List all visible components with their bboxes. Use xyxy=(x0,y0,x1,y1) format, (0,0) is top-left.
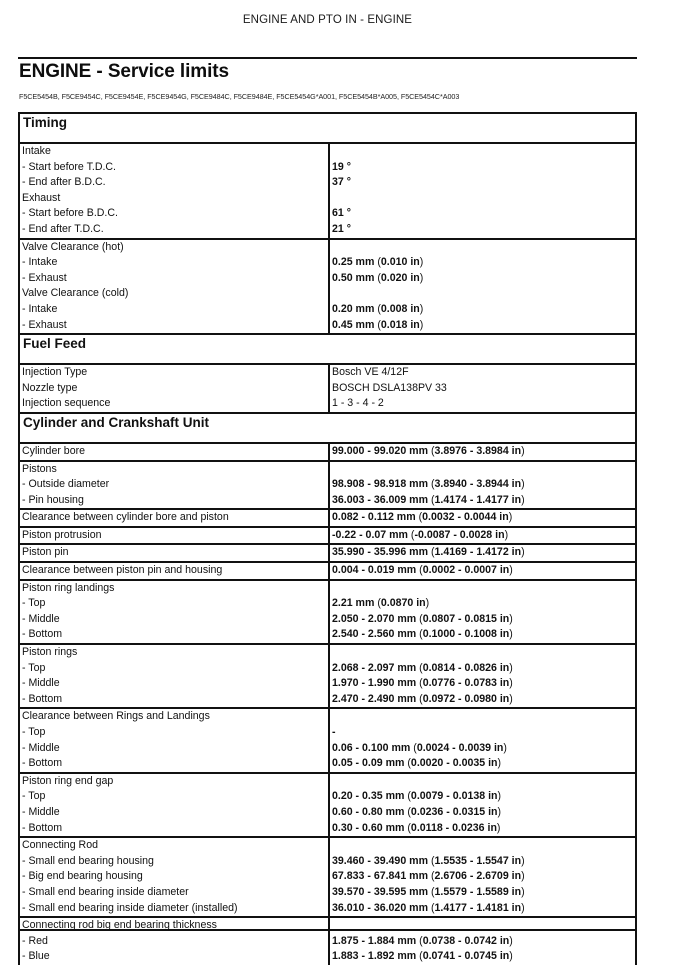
parameter-label: Cylinder bore xyxy=(22,444,86,457)
paren-open: ( xyxy=(419,564,423,577)
value-cell xyxy=(330,365,635,412)
parameter-value xyxy=(332,365,635,381)
value-cell xyxy=(330,510,635,526)
value-metric: 0.05 - 0.09 mm xyxy=(332,757,405,770)
value-imperial: 1.5535 - 1.5547 in xyxy=(434,854,522,867)
value-metric: 2.050 - 2.070 mm xyxy=(332,612,417,625)
paren-open: ( xyxy=(419,934,423,947)
paren-open: ( xyxy=(430,546,435,559)
value-imperial: 1.5579 - 1.5589 in xyxy=(434,885,522,898)
parameter-label: - Small end bearing inside diameter (installed) xyxy=(22,901,238,914)
value-imperial: 0.018 in xyxy=(380,318,420,331)
table-row xyxy=(20,918,635,965)
parameter-label: - Outside diameter xyxy=(22,478,110,491)
value-metric: 36.003 - 36.009 mm xyxy=(332,493,429,506)
parameter-label: - Start before B.D.C. xyxy=(22,207,118,220)
paren-open: ( xyxy=(377,256,381,269)
paren-open: ( xyxy=(413,741,417,754)
page-title: ENGINE - Service limits xyxy=(19,61,229,82)
paren-open: ( xyxy=(419,661,423,674)
paren-close: ) xyxy=(521,444,525,457)
value-metric: 0.082 - 0.112 mm xyxy=(332,511,416,524)
value-imperial: 0.020 in xyxy=(380,271,420,284)
value-cell xyxy=(330,444,635,460)
value-metric: 1 - 3 - 4 - 2 xyxy=(332,397,384,410)
value-metric: BOSCH DSLA138PV 33 xyxy=(332,381,447,394)
value-metric: 0.004 - 0.019 mm xyxy=(332,564,417,577)
parameter-label: Nozzle type xyxy=(22,381,78,394)
paren-open: ( xyxy=(377,318,381,331)
value-metric: 99.000 - 99.020 mm xyxy=(332,444,429,457)
table-row xyxy=(20,528,635,546)
parameter-label: - Bottom xyxy=(22,692,63,705)
parameter-label: - Intake xyxy=(22,256,58,269)
parameter-value xyxy=(332,222,635,238)
paren-close: ) xyxy=(419,256,424,269)
value-cell xyxy=(330,709,635,771)
paren-open: ( xyxy=(407,790,411,803)
value-imperial: 1.4169 - 1.4172 in xyxy=(434,546,522,559)
section-heading: Timing xyxy=(20,114,635,144)
parameter-value xyxy=(332,934,635,950)
top-rule xyxy=(18,57,637,59)
parameter-label: Clearance between cylinder bore and piston xyxy=(22,511,229,524)
paren-open: ( xyxy=(430,885,435,898)
paren-open: ( xyxy=(407,821,411,834)
parameter-value xyxy=(332,240,635,256)
parameter-value xyxy=(332,381,635,397)
parameter-value xyxy=(332,493,635,509)
paren-close: ) xyxy=(521,854,525,867)
value-metric: 36.010 - 36.020 mm xyxy=(332,901,429,914)
parameter-cell xyxy=(20,144,330,238)
parameter-label: - Top xyxy=(22,790,46,803)
parameter-value xyxy=(332,444,635,460)
paren-close: ) xyxy=(497,805,502,818)
value-metric: 1.875 - 1.884 mm xyxy=(332,934,417,947)
paren-close: ) xyxy=(508,511,513,524)
paren-open: ( xyxy=(430,901,435,914)
value-metric: 1.883 - 1.892 mm xyxy=(332,950,417,963)
paren-open: ( xyxy=(430,444,435,457)
value-imperial: 0.010 in xyxy=(380,256,420,269)
table-row xyxy=(20,545,635,563)
parameter-label: Clearance between piston pin and housing xyxy=(22,564,223,577)
parameter-label: - Middle xyxy=(22,741,60,754)
paren-open: ( xyxy=(410,528,415,541)
value-imperial: 0.008 in xyxy=(380,302,420,315)
value-metric: 0.20 - 0.35 mm xyxy=(332,790,405,803)
parameter-label: Injection Type xyxy=(22,366,88,379)
parameter-label: Piston rings xyxy=(22,646,78,659)
parameter-value xyxy=(332,821,635,837)
value-imperial: 0.1000 - 0.1008 in xyxy=(422,628,510,641)
parameter-label: - Middle xyxy=(22,612,60,625)
paren-close: ) xyxy=(509,564,513,577)
parameter-label: Connecting Rod xyxy=(22,839,98,852)
parameter-value xyxy=(332,175,635,191)
parameter-label: - End after B.D.C. xyxy=(22,176,106,189)
paren-open: ( xyxy=(407,805,411,818)
paren-close: ) xyxy=(509,677,513,690)
paren-open: ( xyxy=(430,478,435,491)
parameter-label: Intake xyxy=(22,145,51,157)
value-metric: 0.45 mm xyxy=(332,318,375,331)
value-metric: 2.540 - 2.560 mm xyxy=(332,628,417,641)
parameter-cell xyxy=(20,240,330,334)
paren-close: ) xyxy=(509,950,513,963)
value-imperial: 0.0807 - 0.0815 in xyxy=(422,612,510,625)
paren-close: ) xyxy=(521,478,525,491)
section-heading: Cylinder and Crankshaft Unit xyxy=(20,414,635,444)
parameter-value xyxy=(332,477,635,493)
parameter-value xyxy=(332,885,635,901)
parameter-value xyxy=(332,191,635,207)
paren-close: ) xyxy=(521,493,525,506)
parameter-label: - Top xyxy=(22,661,46,674)
parameter-value xyxy=(332,563,635,579)
parameter-value xyxy=(332,318,635,334)
parameter-value xyxy=(332,206,635,222)
parameter-value xyxy=(332,949,635,965)
parameter-label: - Top xyxy=(22,726,46,738)
value-metric: 0.20 mm xyxy=(332,302,375,315)
value-cell xyxy=(330,918,635,965)
value-imperial: 3.8940 - 3.8944 in xyxy=(434,478,522,491)
parameter-label: Valve Clearance (cold) xyxy=(22,287,129,300)
parameter-value xyxy=(332,676,635,692)
value-imperial: 0.0738 - 0.0742 in xyxy=(422,934,510,947)
value-metric: 19 ° xyxy=(332,160,351,173)
value-imperial: 0.0776 - 0.0783 in xyxy=(422,677,510,690)
table-row xyxy=(20,510,635,528)
parameter-label: - Exhaust xyxy=(22,318,67,331)
value-imperial: -0.0087 - 0.0028 in xyxy=(414,528,505,541)
parameter-label: Pistons xyxy=(22,462,57,475)
value-cell xyxy=(330,563,635,579)
table-row xyxy=(20,709,635,773)
parameter-value xyxy=(332,774,635,790)
paren-open: ( xyxy=(419,950,423,963)
parameter-label: - Bottom xyxy=(22,757,63,770)
parameter-value xyxy=(332,789,635,805)
value-metric: 0.30 - 0.60 mm xyxy=(332,821,405,834)
value-cell xyxy=(330,462,635,509)
parameter-cell xyxy=(20,918,330,965)
paren-open: ( xyxy=(419,628,423,641)
paren-open: ( xyxy=(419,612,423,625)
value-imperial: 0.0870 in xyxy=(380,597,426,610)
paren-close: ) xyxy=(509,934,513,947)
parameter-value xyxy=(332,302,635,318)
value-imperial: 0.0972 - 0.0980 in xyxy=(422,692,510,705)
parameter-cell xyxy=(20,444,330,460)
parameter-value xyxy=(332,160,635,176)
parameter-label: Piston pin xyxy=(22,546,69,559)
parameter-value xyxy=(332,462,635,478)
paren-close: ) xyxy=(521,546,525,559)
parameter-cell xyxy=(20,838,330,916)
value-imperial: 1.4177 - 1.4181 in xyxy=(434,901,522,914)
parameter-cell xyxy=(20,365,330,412)
parameter-cell xyxy=(20,645,330,707)
paren-close: ) xyxy=(496,821,501,834)
parameter-label: - Intake xyxy=(22,302,58,315)
parameter-value xyxy=(332,255,635,271)
table-row xyxy=(20,563,635,581)
value-imperial: 0.0118 - 0.0236 in xyxy=(410,821,497,834)
parameter-label: - Red xyxy=(22,934,48,947)
parameter-cell xyxy=(20,462,330,509)
value-metric: 0.25 mm xyxy=(332,256,375,269)
parameter-label: Valve Clearance (hot) xyxy=(22,240,124,253)
parameter-label: - Small end bearing inside diameter xyxy=(22,885,189,898)
value-imperial: 0.0079 - 0.0138 in xyxy=(410,790,498,803)
value-imperial: 0.0032 - 0.0044 in xyxy=(422,511,509,524)
parameter-label: - Blue xyxy=(22,950,50,963)
value-metric: 35.990 - 35.996 mm xyxy=(332,546,429,559)
parameter-value xyxy=(332,756,635,772)
parameter-label: Clearance between Rings and Landings xyxy=(22,710,210,723)
section-heading: Fuel Feed xyxy=(20,335,635,365)
value-cell xyxy=(330,774,635,836)
paren-open: ( xyxy=(430,493,435,506)
paren-open: ( xyxy=(430,854,435,867)
parameter-cell xyxy=(20,545,330,561)
table-row xyxy=(20,645,635,709)
parameter-cell xyxy=(20,709,330,771)
table-row xyxy=(20,462,635,511)
value-metric: 0.60 - 0.80 mm xyxy=(332,805,405,818)
value-cell xyxy=(330,528,635,544)
parameter-value xyxy=(332,838,635,854)
paren-close: ) xyxy=(509,628,513,641)
parameter-value xyxy=(332,144,635,160)
paren-open: ( xyxy=(430,870,435,883)
parameter-cell xyxy=(20,510,330,526)
paren-close: ) xyxy=(509,661,513,674)
parameter-label: - Exhaust xyxy=(22,271,67,284)
parameter-value xyxy=(332,596,635,612)
parameter-value xyxy=(332,545,635,561)
parameter-label: - Middle xyxy=(22,805,60,818)
value-imperial: 2.6706 - 2.6709 in xyxy=(434,870,522,883)
value-metric: Bosch VE 4/12F xyxy=(332,366,409,379)
value-metric: 2.470 - 2.490 mm xyxy=(332,692,417,705)
parameter-label: - Small end bearing housing xyxy=(22,854,154,867)
model-list: F5CE5454B, F5CE9454C, F5CE9454E, F5CE9454G, F5CE9484C, F5CE9484E, F5CE5454G*A001, F5CE5454B*A005, F5CE5454C*A003 xyxy=(19,92,460,101)
parameter-value xyxy=(332,869,635,885)
table-row xyxy=(20,365,635,414)
parameter-label: Injection sequence xyxy=(22,397,111,410)
table-row xyxy=(20,581,635,645)
parameter-value xyxy=(332,528,635,544)
parameter-value xyxy=(332,510,635,526)
value-imperial: 1.4174 - 1.4177 in xyxy=(434,493,522,506)
paren-close: ) xyxy=(497,757,502,770)
parameter-cell xyxy=(20,774,330,836)
parameter-label: - Pin housing xyxy=(22,493,84,506)
paren-open: ( xyxy=(419,677,423,690)
parameter-value xyxy=(332,627,635,643)
parameter-label: - Bottom xyxy=(22,628,63,641)
parameter-value xyxy=(332,725,635,741)
parameter-label: - End after T.D.C. xyxy=(22,222,104,235)
parameter-label: - Start before T.D.C. xyxy=(22,160,117,173)
parameter-value xyxy=(332,645,635,661)
paren-open: ( xyxy=(377,302,381,315)
parameter-label: Piston ring landings xyxy=(22,581,115,594)
paren-close: ) xyxy=(504,528,509,541)
paren-open: ( xyxy=(377,597,381,610)
table-row xyxy=(20,144,635,240)
table-row xyxy=(20,774,635,838)
value-metric: 2.068 - 2.097 mm xyxy=(332,661,417,674)
value-metric: 61 ° xyxy=(332,207,351,220)
paren-open: ( xyxy=(407,757,411,770)
value-metric: 0.06 - 0.100 mm xyxy=(332,741,411,754)
parameter-value xyxy=(332,901,635,917)
paren-close: ) xyxy=(509,692,513,705)
parameter-value xyxy=(332,581,635,597)
value-metric: 2.21 mm xyxy=(332,597,375,610)
parameter-label: - Bottom xyxy=(22,821,63,834)
service-limits-table xyxy=(18,112,637,965)
bottom-rule xyxy=(18,929,637,931)
value-metric: -0.22 - 0.07 mm xyxy=(332,528,408,541)
table-row xyxy=(20,444,635,462)
parameter-value xyxy=(332,271,635,287)
parameter-label: - Big end bearing housing xyxy=(22,870,143,883)
value-imperial: 0.0814 - 0.0826 in xyxy=(422,661,510,674)
parameter-value xyxy=(332,396,635,412)
value-metric: 39.460 - 39.490 mm xyxy=(332,854,429,867)
paren-close: ) xyxy=(509,612,513,625)
value-cell xyxy=(330,545,635,561)
parameter-label: Exhaust xyxy=(22,191,61,204)
paren-open: ( xyxy=(377,271,381,284)
value-metric: 37 ° xyxy=(332,176,351,189)
parameter-value xyxy=(332,918,635,934)
value-cell xyxy=(330,645,635,707)
paren-close: ) xyxy=(521,885,525,898)
parameter-label: - Middle xyxy=(22,677,60,690)
value-metric: 0.50 mm xyxy=(332,271,375,284)
value-imperial: 0.0002 - 0.0007 in xyxy=(422,564,510,577)
value-metric: - xyxy=(332,726,336,738)
parameter-label: - Top xyxy=(22,597,46,610)
value-cell xyxy=(330,581,635,643)
parameter-cell xyxy=(20,528,330,544)
value-metric: 21 ° xyxy=(332,222,351,235)
paren-open: ( xyxy=(418,511,423,524)
paren-close: ) xyxy=(521,870,525,883)
value-imperial: 3.8976 - 3.8984 in xyxy=(434,444,522,457)
paren-close: ) xyxy=(521,901,525,914)
value-cell xyxy=(330,144,635,238)
parameter-cell xyxy=(20,563,330,579)
value-metric: 98.908 - 98.918 mm xyxy=(332,478,429,491)
page-header: ENGINE AND PTO IN - ENGINE xyxy=(242,14,413,26)
value-imperial: 0.0741 - 0.0745 in xyxy=(422,950,510,963)
parameter-label: Piston protrusion xyxy=(22,528,102,541)
paren-close: ) xyxy=(497,790,502,803)
value-metric: 67.833 - 67.841 mm xyxy=(332,870,429,883)
paren-close: ) xyxy=(503,741,507,754)
table-row xyxy=(20,240,635,336)
value-metric: 39.570 - 39.595 mm xyxy=(332,885,429,898)
parameter-label: Connecting rod big end bearing thickness xyxy=(22,919,217,932)
parameter-value xyxy=(332,805,635,821)
parameter-value xyxy=(332,661,635,677)
value-imperial: 0.0236 - 0.0315 in xyxy=(410,805,498,818)
parameter-value xyxy=(332,692,635,708)
paren-close: ) xyxy=(419,302,424,315)
value-metric: 1.970 - 1.990 mm xyxy=(332,677,417,690)
value-imperial: 0.0020 - 0.0035 in xyxy=(410,757,498,770)
value-imperial: 0.0024 - 0.0039 in xyxy=(416,741,504,754)
paren-close: ) xyxy=(425,597,430,610)
parameter-label: Piston ring end gap xyxy=(22,774,114,787)
parameter-cell xyxy=(20,581,330,643)
parameter-value xyxy=(332,854,635,870)
table-row xyxy=(20,838,635,918)
parameter-value xyxy=(332,709,635,725)
paren-close: ) xyxy=(419,271,424,284)
parameter-value xyxy=(332,286,635,302)
paren-close: ) xyxy=(419,318,424,331)
value-cell xyxy=(330,240,635,334)
parameter-value xyxy=(332,741,635,757)
paren-open: ( xyxy=(419,692,423,705)
parameter-value xyxy=(332,612,635,628)
value-cell xyxy=(330,838,635,916)
